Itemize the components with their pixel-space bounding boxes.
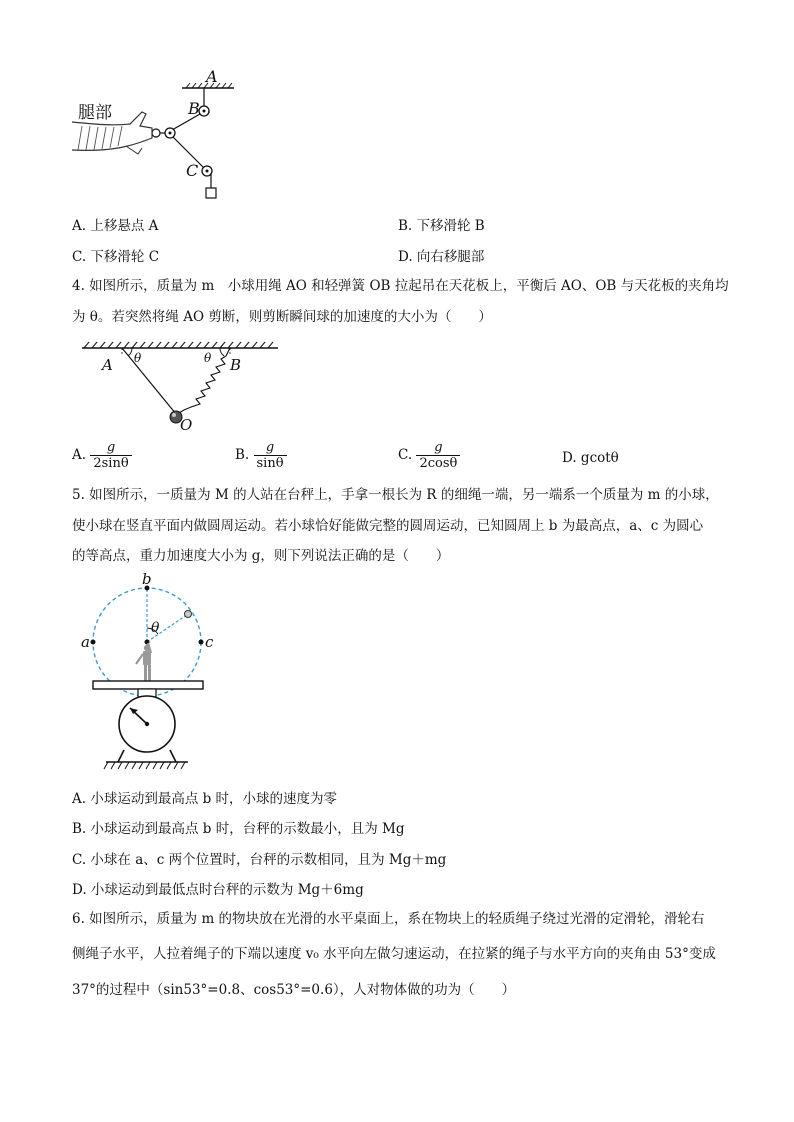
label-b: B (188, 99, 200, 118)
q5-stem-line1: 5. 如图所示，一质量为 M 的人站在台秤上，手拿一根长为 R 的细绳一端，另一端系一个质量为 m 的小球， (72, 487, 719, 503)
q5-option-a[interactable]: A. 小球运动到最高点 b 时，小球的速度为零 (72, 791, 338, 807)
label-b: B (230, 356, 242, 374)
label-o: O (180, 416, 193, 434)
label-c: C (186, 161, 199, 180)
person (136, 643, 151, 681)
label-leg: 腿部 (78, 103, 112, 123)
q6-stem-line1: 6. 如图所示，质量为 m 的物块放在光滑的水平桌面上，系在物块上的轻质绳子绕过光滑的定滑轮，滑轮右 (72, 911, 705, 927)
q4-option-b[interactable] (235, 440, 287, 471)
q4-stem-line1: 4. 如图所示，质量为 m 小球用绳 AO 和轻弹簧 OB 拉起吊在天花板上，平衡后 AO、OB 与天花板的夹角均 (72, 278, 729, 294)
q6-stem-line3: 37°的过程中（sin53°=0.8、cos53°=0.6），人对物体做的功为（ ） (72, 982, 516, 998)
denominator: sinθ (256, 456, 284, 471)
small-ball (185, 611, 192, 618)
q5-stem-line3: 的等高点，重力加速度大小为 g，则下列说法正确的是（ ） (72, 548, 450, 564)
q4-figure (80, 338, 280, 434)
q3-option-c[interactable]: C. 下移滑轮 C (72, 249, 160, 265)
q4-option-a[interactable] (72, 440, 132, 471)
q3-option-a[interactable]: A. 上移悬点 A (72, 218, 159, 234)
rope-ao (122, 348, 176, 414)
numerator: g (90, 440, 131, 456)
q5-option-c[interactable]: C. 小球在 a、c 两个位置时，台秤的示数相同，且为 Mg＋mg (72, 852, 447, 868)
q5-option-b[interactable]: B. 小球运动到最高点 b 时，台秤的示数最小，且为 Mg (72, 821, 405, 837)
q4-option-c[interactable] (398, 440, 460, 471)
option-label: A. (72, 447, 87, 463)
numerator: g (416, 440, 460, 456)
q4-stem-line2: 为 θ。若突然将绳 AO 剪断，则剪断瞬间球的加速度的大小为（ ） (72, 309, 492, 325)
q3-option-b[interactable]: B. 下移滑轮 B (398, 218, 485, 234)
denominator: 2sinθ (93, 456, 129, 471)
theta-right: θ (204, 351, 212, 365)
q4-option-d[interactable]: D. gcotθ (562, 450, 619, 466)
label-a: A (206, 67, 218, 86)
weight-block (206, 188, 216, 198)
label-c: c (205, 633, 213, 651)
q3-figure (72, 66, 247, 201)
q6-stem-line2: 侧绳子水平，人拉着绳子的下端以速度 v₀ 水平向左做匀速运动，在拉紧的绳子与水平方向的夹角由 53°变成 (72, 946, 716, 962)
label-a: A (102, 356, 113, 374)
scale-platform (93, 681, 203, 689)
q5-figure (78, 572, 213, 777)
theta: θ (151, 620, 160, 636)
option-label: B. (235, 447, 250, 463)
option-label: C. (398, 447, 413, 463)
q5-stem-line2: 使小球在竖直平面内做圆周运动。若小球恰好能做完整的圆周运动，已知圆周上 b 为最高点，a、c 为圆心 (72, 518, 704, 534)
theta-left: θ (134, 351, 142, 365)
fraction (416, 440, 460, 471)
fraction (90, 440, 131, 471)
q5-option-d[interactable]: D. 小球运动到最低点时台秤的示数为 Mg＋6mg (72, 882, 364, 898)
label-b: b (142, 572, 152, 588)
label-a: a (81, 633, 90, 651)
numerator: g (254, 440, 287, 456)
denominator: 2cosθ (419, 456, 458, 471)
q3-option-d[interactable]: D. 向右移腿部 (398, 249, 485, 265)
fraction (254, 440, 287, 471)
